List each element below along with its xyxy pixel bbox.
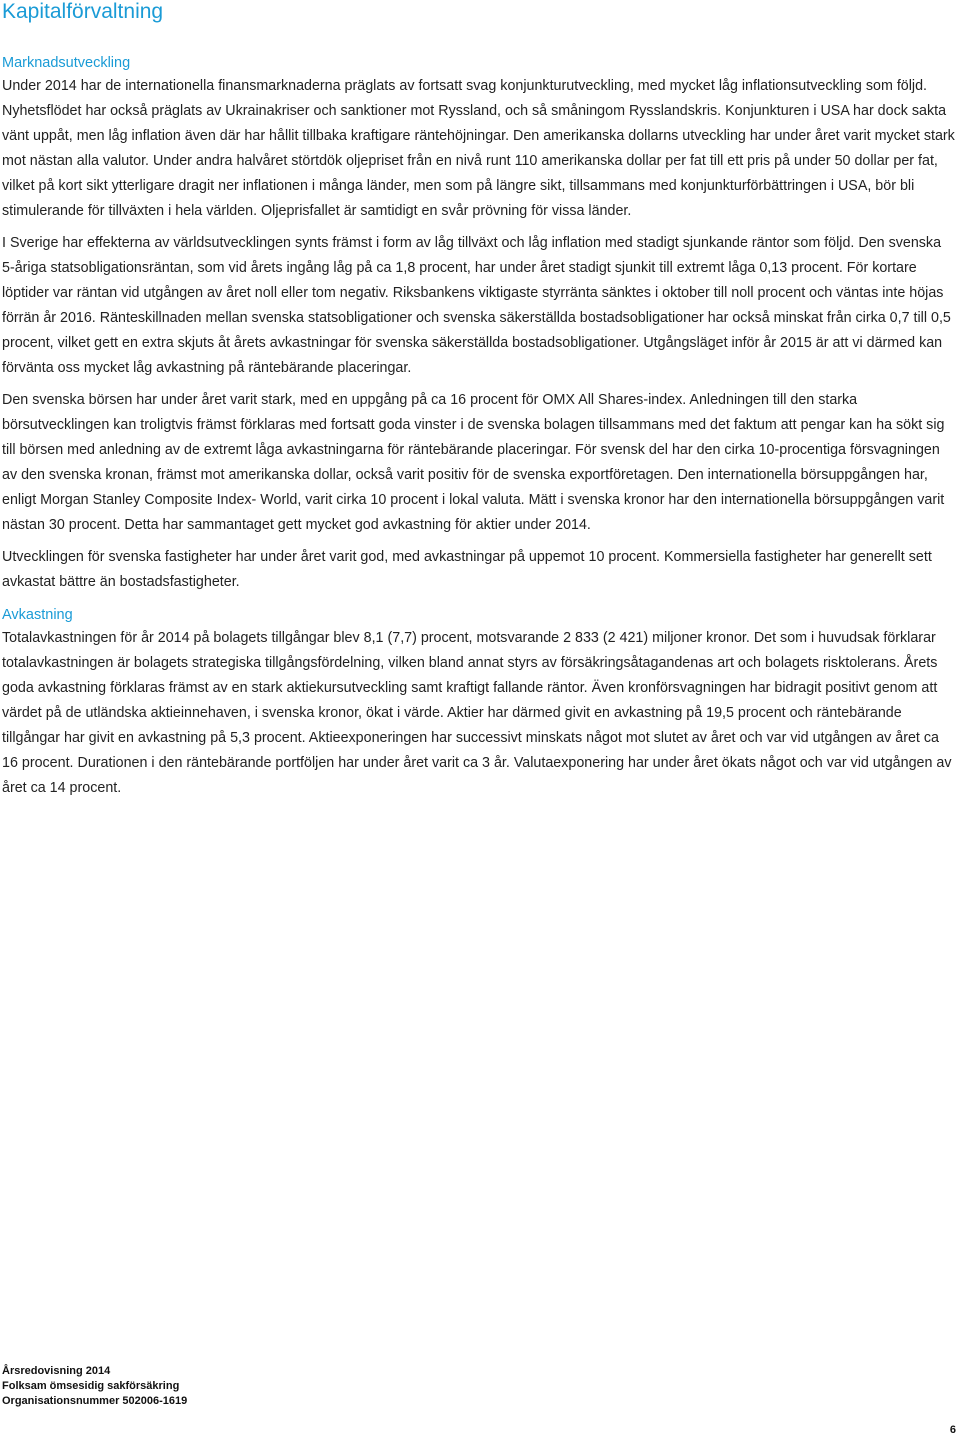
paragraph: Under 2014 har de internationella finansmarknaderna präglats av fortsatt svag konjunkturutveckling, med mycket låg inflationsutveckling som följd. Nyhetsflödet har också präglats av Ukrainakriser och sanktioner mot Ryssland, och så småningom Rysslandskris. Konjunkturen i USA har dock sakta vänt uppåt, men låg inflation även där har hållit tillbaka kraftigare räntehöjningar. Den amerikanska dollarns utveckling har under året varit mycket stark mot nästan alla valutor. Under andra halvåret störtdök oljepriset från en nivå runt 110 amerikanska dollar per fat till ett pris på under 50 dollar per fat, vilket på kort sikt ytterligare dragit ner inflationen i många länder, men som på längre sikt, tillsammans med konjunkturförbättringen i USA, bör bli stimulerande för tillväxten i hela världen. Oljeprisfallet är samtidigt en svår prövning för vissa länder. xyxy=(2,78,955,219)
document-body xyxy=(2,52,956,801)
section-heading-marknadsutveckling: Marknadsutveckling xyxy=(2,55,131,71)
document-footer xyxy=(2,1364,187,1409)
footer-company-name: Folksam ömsesidig sakförsäkring xyxy=(2,1380,180,1392)
footer-report-title: Årsredovisning 2014 xyxy=(2,1365,111,1377)
paragraph: Den svenska börsen har under året varit stark, med en uppgång på ca 16 procent för OMX All Shares-index. Anledningen till den starka börsutvecklingen kan troligtvis främst förklaras med fortsatt goda vinster i de svenska bolagen tillsammans med det faktum att pengar kan ha sökt sig till börsen med anledning av de extremt låga avkastningarna för räntebärande placeringar. För svensk del har den cirka 10-procentiga försvagningen av den svenska kronan, främst mot amerikanska dollar, också varit positiv för de svenska exportföretagen. Den internationella börsuppgången har, enligt Morgan Stanley Composite Index- World, varit cirka 10 procent i lokal valuta. Mätt i svenska kronor har den internationella börsuppgången varit nästan 30 procent. Detta har sammantaget gett mycket god avkastning för aktier under 2014. xyxy=(2,392,945,533)
paragraph: I Sverige har effekterna av världsutvecklingen synts främst i form av låg tillväxt och låg inflation med stadigt sjunkande räntor som följd. Den svenska 5-åriga statsobligationsräntan, som vid årets ingång låg på ca 1,8 procent, har under året stadigt sjunkit till extremt låga 0,13 procent. För kortare löptider var räntan vid utgången av året noll eller tom negativ. Riksbankens viktigaste styrränta sänktes i oktober till noll procent och väntas inte höjas förrän år 2016. Ränteskillnaden mellan svenska statsobligationer och svenska säkerställda bostadsobligationer har också minskat från cirka 0,7 till 0,5 procent, vilket gett en extra skjuts åt årets avkastningar för svenska säkerställda bostadsobligationer. Utgångsläget inför år 2015 är att vi därmed kan förvänta oss mycket låg avkastning på räntebärande placeringar. xyxy=(2,235,951,376)
paragraph: Totalavkastningen för år 2014 på bolagets tillgångar blev 8,1 (7,7) procent, motsvarande 2 833 (2 421) miljoner kronor. Det som i huvudsak förklarar totalavkastningen är bolagets strategiska tillgångsfördelning, vilken bland annat styrs av försäkringsåtagandenas art och bolagets risktolerans. Årets goda avkastning förklaras främst av en stark aktiekursutveckling samt kraftigt fallande räntor. Även kronförsvagningen har bidragit positivt genom att värdet på de utländska aktieinnehaven, i svenska kronor, ökat i värde. Aktier har därmed givit en avkastning på 19,5 procent och räntebärande tillgångar har givit en avkastning på 5,3 procent. Aktieexponeringen har successivt minskats något mot slutet av året och var vid utgången av året ca 16 procent. Durationen i den räntebärande portföljen har under året varit ca 3 år. Valutaexponering har under året ökats något och var vid utgången av året ca 14 procent. xyxy=(2,630,952,796)
paragraph: Utvecklingen för svenska fastigheter har under året varit god, med avkastningar på uppemot 10 procent. Kommersiella fastigheter har generellt sett avkastat bättre än bostadsfastigheter. xyxy=(2,549,932,590)
page-number: 6 xyxy=(949,1424,956,1436)
section-heading-avkastning: Avkastning xyxy=(2,607,73,623)
footer-org-number: Organisationsnummer 502006-1619 xyxy=(2,1395,188,1407)
page-title: Kapitalförvaltning xyxy=(2,0,164,23)
